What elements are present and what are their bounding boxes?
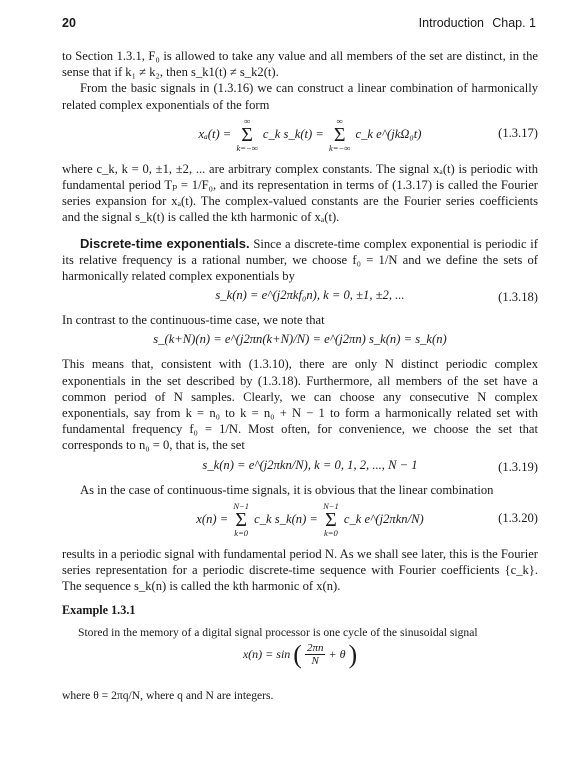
equation-body: s_k(n) = e^(j2πkf₀n), k = 0, ±1, ±2, ...: [215, 288, 405, 303]
equation-1-3-20: [62, 502, 538, 542]
section-heading-discrete-time: Discrete-time exponentials.: [80, 235, 250, 251]
paragraph-4: Since a discrete-time complex exponential is periodic if its relative frequency is a rational number, we choose f₀ = 1/N and we define the sets of harmonically related complex exponentials by: [62, 236, 538, 284]
example-title: Example 1.3.1: [62, 603, 136, 618]
summation-symbol: ∞ Σ k=−∞: [236, 115, 258, 153]
equation-lhs: x(n) =: [196, 511, 229, 526]
fraction-numerator: 2πn: [306, 641, 324, 654]
paragraph-2: From the basic signals in (1.3.16) we can construct a linear combination of harmonically related complex exponentials of the form: [62, 81, 538, 112]
equation-lhs: xₐ(t) =: [198, 126, 232, 141]
equation-1-3-19: [62, 457, 538, 479]
equation-number: (1.3.20): [498, 510, 538, 525]
paragraph-8: results in a periodic signal with fundamental period N. As we shall see later, this is the Fourier series representation for a periodic discrete-time sequence with Fourier coefficients {c_k}. The sequence s_k(n) is called the kth harmonic of x(n).: [62, 546, 538, 594]
equation-periodicity: [62, 331, 538, 353]
equation-1-3-17: [62, 117, 538, 157]
equation-1-3-18: [62, 287, 538, 309]
equation-rhs: c_k e^(j2πkn/N): [343, 511, 424, 526]
equation-rhs: c_k e^(jkΩ₀t): [355, 126, 422, 141]
example-fraction: [305, 642, 326, 668]
example-body: Stored in the memory of a digital signal processor is one cycle of the sinusoidal signal: [78, 625, 478, 639]
paragraph-3: where c_k, k = 0, ±1, ±2, ... are arbitrary complex constants. The signal xₐ(t) is periodic with fundamental period Tₚ = 1/F₀, and its representation in terms of (1.3.17) is called the Fourier series expansion for xₐ(t). The complex-valued constants are the Fourier series coefficients and the signal s_k(t) is called the kth harmonic of xₐ(t).: [62, 161, 538, 225]
paragraph-7: As in the case of continuous-time signals, it is obvious that the linear combination: [80, 482, 494, 497]
equation-body: s_k(n) = e^(j2πkn/N), k = 0, 1, 2, ..., N − 1: [202, 457, 418, 472]
paragraph-4-block: [62, 236, 538, 285]
summation-symbol: N−1 Σ k=0: [323, 500, 339, 538]
paragraph-6: This means that, consistent with (1.3.10), there are only N distinct periodic complex exponentials in the set described by (1.3.18). Furthermore, all members of the set have a common period of N samples. Clearly, we can choose any consecutive N complex exponentials, say from k = n₀ to k = n₀ + N − 1 to form a harmonically related set with fundamental frequency f₀ = 1/N. Most often, for convenience, we choose the set that corresponds to n₀ = 0, that is, the set: [62, 357, 538, 453]
running-section-title: Introduction: [418, 16, 484, 30]
running-header: [62, 14, 536, 34]
summation-symbol: ∞ Σ k=−∞: [329, 115, 351, 153]
example-equation-lhs: x(n) = sin: [242, 646, 291, 661]
equation-body: s_(k+N)(n) = e^(j2πn(k+N)/N) = e^(j2πn) s_k(n) = s_k(n): [153, 332, 447, 347]
fraction-denominator: N: [311, 654, 319, 667]
paragraph-1: to Section 1.3.1, F₀ is allowed to take any value and all members of the set are distinct, in the sense that if k₁ ≠ k₂, then s_k1(t) ≠ s_k2(t).: [62, 49, 538, 80]
example-conditions: where θ = 2πq/N, where q and N are integers.: [62, 688, 274, 702]
page-number: 20: [62, 16, 76, 30]
equation-number: (1.3.17): [498, 125, 538, 140]
equation-number: (1.3.18): [498, 290, 538, 305]
equation-number: (1.3.19): [498, 459, 538, 474]
summation-symbol: N−1 Σ k=0: [233, 500, 250, 538]
running-chapter-label: Chap. 1: [492, 16, 536, 30]
example-equation-tail: + θ: [328, 646, 346, 661]
equation-middle: c_k s_k(t) =: [262, 126, 324, 141]
paragraph-5: In contrast to the continuous-time case, we note that: [62, 313, 325, 328]
page-body: [62, 48, 538, 703]
equation-middle: c_k s_k(n) =: [254, 511, 318, 526]
example-equation: x(n) = sin ( $\frac{2\pi n}{N} + \theta$ ): [242, 639, 358, 669]
